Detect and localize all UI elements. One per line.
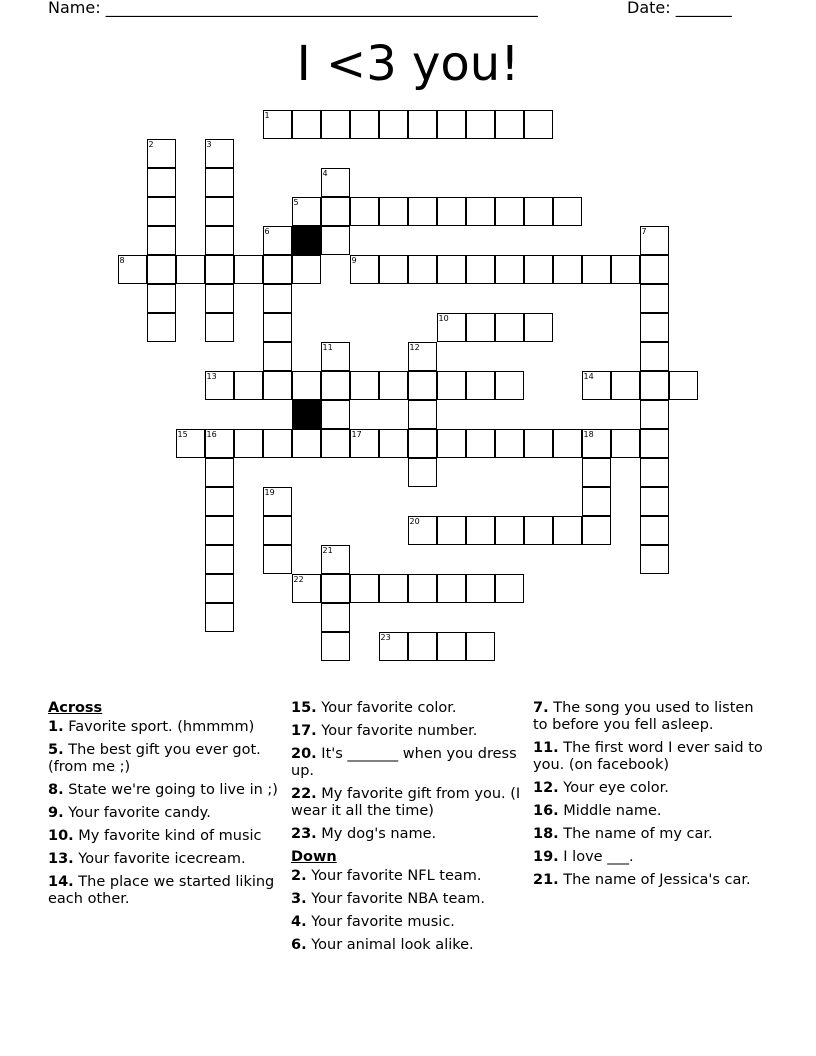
grid-cell[interactable] (466, 516, 495, 545)
grid-cell[interactable] (437, 313, 466, 342)
clue-num: 20. (291, 746, 317, 762)
grid-cell[interactable] (408, 255, 437, 284)
clue-number: 17 (351, 430, 362, 439)
across-clue (291, 723, 526, 740)
grid-cell[interactable] (524, 255, 553, 284)
clue-number: 13 (206, 372, 217, 381)
grid-cell[interactable] (553, 255, 582, 284)
grid-cell[interactable] (640, 458, 669, 487)
clue-number: 6 (264, 227, 270, 236)
grid-cell[interactable] (582, 458, 611, 487)
clue-num: 12. (533, 780, 559, 796)
clue-text: I love ___. (563, 849, 634, 865)
clue-num: 8. (48, 782, 64, 798)
across-clue (291, 746, 526, 780)
grid-cell[interactable] (495, 110, 524, 139)
grid-cell[interactable] (553, 197, 582, 226)
grid-cell[interactable] (263, 487, 292, 516)
clue-text: The name of Jessica's car. (563, 872, 751, 888)
down-clue (533, 700, 763, 734)
grid-cell[interactable] (640, 400, 669, 429)
grid-cell[interactable] (466, 110, 495, 139)
grid-cell[interactable] (640, 487, 669, 516)
grid-cell-black (292, 226, 321, 255)
clue-text: My favorite gift from you. (I wear it all the time) (291, 786, 521, 819)
grid-cell[interactable] (408, 429, 437, 458)
clue-text: Your favorite music. (311, 914, 455, 930)
grid-cell[interactable] (640, 516, 669, 545)
name-label: Name: (48, 0, 101, 17)
grid-cell[interactable] (350, 197, 379, 226)
grid-cell[interactable] (263, 255, 292, 284)
grid-cell[interactable] (176, 429, 205, 458)
clue-num: 3. (291, 891, 307, 907)
across-clue (48, 719, 283, 736)
grid-cell[interactable] (321, 371, 350, 400)
grid-cell[interactable] (205, 197, 234, 226)
grid-cell[interactable] (408, 516, 437, 545)
down-clue (291, 891, 526, 908)
across-clue (48, 805, 283, 822)
grid-cell[interactable] (292, 255, 321, 284)
grid-cell[interactable] (640, 545, 669, 574)
clue-num: 11. (533, 740, 559, 756)
grid-cell[interactable] (640, 226, 669, 255)
grid-cell[interactable] (408, 632, 437, 661)
grid-cell[interactable] (321, 632, 350, 661)
grid-cell[interactable] (524, 313, 553, 342)
grid-cell[interactable] (582, 255, 611, 284)
clue-number: 10 (438, 314, 449, 323)
grid-cell[interactable] (147, 284, 176, 313)
grid-cell[interactable] (466, 429, 495, 458)
grid-cell[interactable] (263, 371, 292, 400)
clue-number: 20 (409, 517, 420, 526)
grid-cell[interactable] (611, 371, 640, 400)
grid-cell[interactable] (205, 603, 234, 632)
across-clue (48, 742, 283, 776)
clue-num: 6. (291, 937, 307, 953)
grid-cell[interactable] (205, 284, 234, 313)
down-clue (291, 937, 526, 954)
grid-cell[interactable] (321, 603, 350, 632)
grid-cell[interactable] (234, 255, 263, 284)
clue-text: The song you used to listen to before you fell asleep. (533, 700, 754, 733)
clue-num: 18. (533, 826, 559, 842)
grid-cell[interactable] (379, 574, 408, 603)
grid-cell[interactable] (350, 429, 379, 458)
clue-text: My favorite kind of music (78, 828, 262, 844)
clue-num: 9. (48, 805, 64, 821)
clue-text: Favorite sport. (hmmmm) (68, 719, 255, 735)
down-clue (291, 868, 526, 885)
grid-cell[interactable] (350, 574, 379, 603)
clue-number: 7 (641, 227, 647, 236)
grid-cell[interactable] (350, 255, 379, 284)
grid-cell[interactable] (640, 313, 669, 342)
grid-cell[interactable] (321, 226, 350, 255)
grid-cell[interactable] (263, 284, 292, 313)
grid-cell[interactable] (263, 110, 292, 139)
grid-cell[interactable] (466, 574, 495, 603)
across-clue (48, 782, 283, 799)
clue-number: 9 (351, 256, 357, 265)
grid-cell[interactable] (611, 255, 640, 284)
across-clue (291, 700, 526, 717)
grid-cell[interactable] (524, 197, 553, 226)
grid-cell[interactable] (495, 516, 524, 545)
grid-cell[interactable] (263, 226, 292, 255)
clue-num: 17. (291, 723, 317, 739)
grid-cell[interactable] (234, 371, 263, 400)
across-clue (291, 786, 526, 820)
clue-num: 2. (291, 868, 307, 884)
grid-cell[interactable] (147, 139, 176, 168)
grid-cell[interactable] (640, 429, 669, 458)
grid-cell[interactable] (437, 197, 466, 226)
clue-num: 16. (533, 803, 559, 819)
clue-text: The best gift you ever got. (from me ;) (48, 742, 261, 775)
down-heading: Down (291, 849, 337, 865)
grid-cell[interactable] (379, 255, 408, 284)
clue-number: 4 (322, 169, 328, 178)
grid-cell[interactable] (205, 487, 234, 516)
clue-text: Your animal look alike. (311, 937, 474, 953)
clue-num: 23. (291, 826, 317, 842)
grid-cell[interactable] (205, 226, 234, 255)
grid-cell[interactable] (408, 197, 437, 226)
clue-text: Your favorite color. (321, 700, 457, 716)
grid-cell[interactable] (495, 313, 524, 342)
grid-cell[interactable] (495, 371, 524, 400)
clue-num: 5. (48, 742, 64, 758)
clue-text: Your favorite NFL team. (311, 868, 482, 884)
grid-cell[interactable] (176, 255, 205, 284)
grid-cell[interactable] (640, 284, 669, 313)
grid-cell[interactable] (466, 313, 495, 342)
down-clue (533, 803, 763, 820)
grid-cell[interactable] (640, 342, 669, 371)
clue-number: 14 (583, 372, 594, 381)
grid-cell[interactable] (466, 197, 495, 226)
grid-cell[interactable] (321, 342, 350, 371)
down-clue (533, 780, 763, 797)
grid-cell[interactable] (321, 574, 350, 603)
grid-cell[interactable] (524, 429, 553, 458)
grid-cell[interactable] (350, 110, 379, 139)
clue-text: Middle name. (563, 803, 662, 819)
across-clue (48, 851, 283, 868)
grid-cell[interactable] (437, 632, 466, 661)
clue-number: 18 (583, 430, 594, 439)
grid-cell[interactable] (321, 400, 350, 429)
name-line: ______________________________________________________ (105, 0, 538, 17)
clue-number: 21 (322, 546, 333, 555)
grid-cell[interactable] (408, 110, 437, 139)
grid-cell[interactable] (408, 458, 437, 487)
grid-cell[interactable] (379, 197, 408, 226)
clue-number: 3 (206, 140, 212, 149)
clue-number: 12 (409, 343, 420, 352)
grid-cell[interactable] (408, 371, 437, 400)
grid-cell[interactable] (495, 574, 524, 603)
grid-cell[interactable] (292, 429, 321, 458)
grid-cell[interactable] (292, 371, 321, 400)
grid-cell[interactable] (466, 255, 495, 284)
grid-cell[interactable] (524, 110, 553, 139)
clue-num: 21. (533, 872, 559, 888)
grid-cell[interactable] (263, 545, 292, 574)
clue-number: 22 (293, 575, 304, 584)
grid-cell[interactable] (263, 313, 292, 342)
grid-cell[interactable] (205, 429, 234, 458)
grid-cell[interactable] (147, 168, 176, 197)
down-clue (533, 849, 763, 866)
grid-cell[interactable] (553, 429, 582, 458)
clues-column-3 (533, 700, 763, 895)
across-heading: Across (48, 700, 103, 716)
grid-cell[interactable] (292, 574, 321, 603)
clue-number: 19 (264, 488, 275, 497)
grid-cell[interactable] (437, 110, 466, 139)
grid-cell[interactable] (437, 255, 466, 284)
grid-cell[interactable] (582, 429, 611, 458)
down-clue (533, 740, 763, 774)
grid-cell[interactable] (205, 255, 234, 284)
clue-num: 22. (291, 786, 317, 802)
grid-cell[interactable] (495, 255, 524, 284)
grid-cell[interactable] (147, 197, 176, 226)
clues-column-2 (291, 700, 526, 960)
clue-number: 23 (380, 633, 391, 642)
grid-cell[interactable] (669, 371, 698, 400)
grid-cell[interactable] (350, 371, 379, 400)
grid-cell[interactable] (437, 371, 466, 400)
grid-cell[interactable] (553, 516, 582, 545)
grid-cell[interactable] (205, 371, 234, 400)
grid-cell[interactable] (524, 516, 553, 545)
grid-cell[interactable] (118, 255, 147, 284)
clue-text: The first word I ever said to you. (on facebook) (533, 740, 763, 773)
grid-cell[interactable] (205, 574, 234, 603)
clue-num: 1. (48, 719, 64, 735)
clue-text: The place we started liking each other. (48, 874, 275, 907)
grid-cell[interactable] (379, 371, 408, 400)
down-clue (533, 826, 763, 843)
date-label: Date: (627, 0, 671, 17)
grid-cell[interactable] (466, 632, 495, 661)
grid-cell[interactable] (466, 371, 495, 400)
date-line: _______ (675, 0, 732, 17)
clue-number: 8 (119, 256, 125, 265)
grid-cell[interactable] (611, 429, 640, 458)
grid-cell[interactable] (263, 516, 292, 545)
across-clue (48, 828, 283, 845)
down-clue (533, 872, 763, 889)
clue-num: 19. (533, 849, 559, 865)
grid-cell[interactable] (321, 168, 350, 197)
clue-text: Your favorite NBA team. (311, 891, 485, 907)
grid-cell[interactable] (437, 429, 466, 458)
grid-cell[interactable] (495, 197, 524, 226)
grid-cell[interactable] (640, 255, 669, 284)
clue-text: Your favorite candy. (68, 805, 211, 821)
grid-cell[interactable] (234, 429, 263, 458)
clue-text: My dog's name. (321, 826, 437, 842)
clue-number: 16 (206, 430, 217, 439)
clue-number: 15 (177, 430, 188, 439)
grid-cell[interactable] (321, 197, 350, 226)
grid-cell[interactable] (495, 429, 524, 458)
grid-cell[interactable] (292, 110, 321, 139)
grid-cell[interactable] (582, 487, 611, 516)
down-clue (291, 914, 526, 931)
clue-number: 5 (293, 198, 299, 207)
grid-cell[interactable] (147, 226, 176, 255)
clue-text: It's _______ when you dress up. (291, 746, 517, 779)
grid-cell[interactable] (640, 371, 669, 400)
clue-num: 7. (533, 700, 549, 716)
grid-cell[interactable] (205, 313, 234, 342)
grid-cell[interactable] (205, 458, 234, 487)
grid-cell[interactable] (321, 429, 350, 458)
clue-num: 10. (48, 828, 74, 844)
grid-cell[interactable] (379, 110, 408, 139)
clue-text: Your favorite icecream. (78, 851, 246, 867)
grid-cell[interactable] (582, 516, 611, 545)
grid-cell[interactable] (147, 255, 176, 284)
clue-num: 15. (291, 700, 317, 716)
grid-cell-black (292, 400, 321, 429)
grid-cell[interactable] (205, 139, 234, 168)
grid-cell[interactable] (263, 429, 292, 458)
grid-cell[interactable] (582, 371, 611, 400)
clue-text: Your eye color. (563, 780, 669, 796)
clue-number: 11 (322, 343, 333, 352)
grid-cell[interactable] (205, 168, 234, 197)
grid-cell[interactable] (408, 342, 437, 371)
grid-cell[interactable] (408, 574, 437, 603)
clues-column-1 (48, 700, 283, 914)
grid-cell[interactable] (292, 197, 321, 226)
grid-cell[interactable] (379, 429, 408, 458)
grid-cell[interactable] (205, 545, 234, 574)
grid-cell[interactable] (437, 574, 466, 603)
grid-cell[interactable] (147, 313, 176, 342)
grid-cell[interactable] (263, 342, 292, 371)
clue-num: 13. (48, 851, 74, 867)
grid-cell[interactable] (321, 545, 350, 574)
across-clue (48, 874, 283, 908)
clue-num: 14. (48, 874, 74, 890)
clue-num: 4. (291, 914, 307, 930)
clue-text: The name of my car. (563, 826, 713, 842)
clue-number: 2 (148, 140, 154, 149)
grid-cell[interactable] (321, 110, 350, 139)
clue-text: State we're going to live in ;) (68, 782, 278, 798)
grid-cell[interactable] (437, 516, 466, 545)
page-title: I <3 you! (296, 36, 520, 92)
across-clue (291, 826, 526, 843)
grid-cell[interactable] (205, 516, 234, 545)
clue-number: 1 (264, 111, 270, 120)
clue-text: Your favorite number. (321, 723, 478, 739)
grid-cell[interactable] (379, 632, 408, 661)
grid-cell[interactable] (408, 400, 437, 429)
